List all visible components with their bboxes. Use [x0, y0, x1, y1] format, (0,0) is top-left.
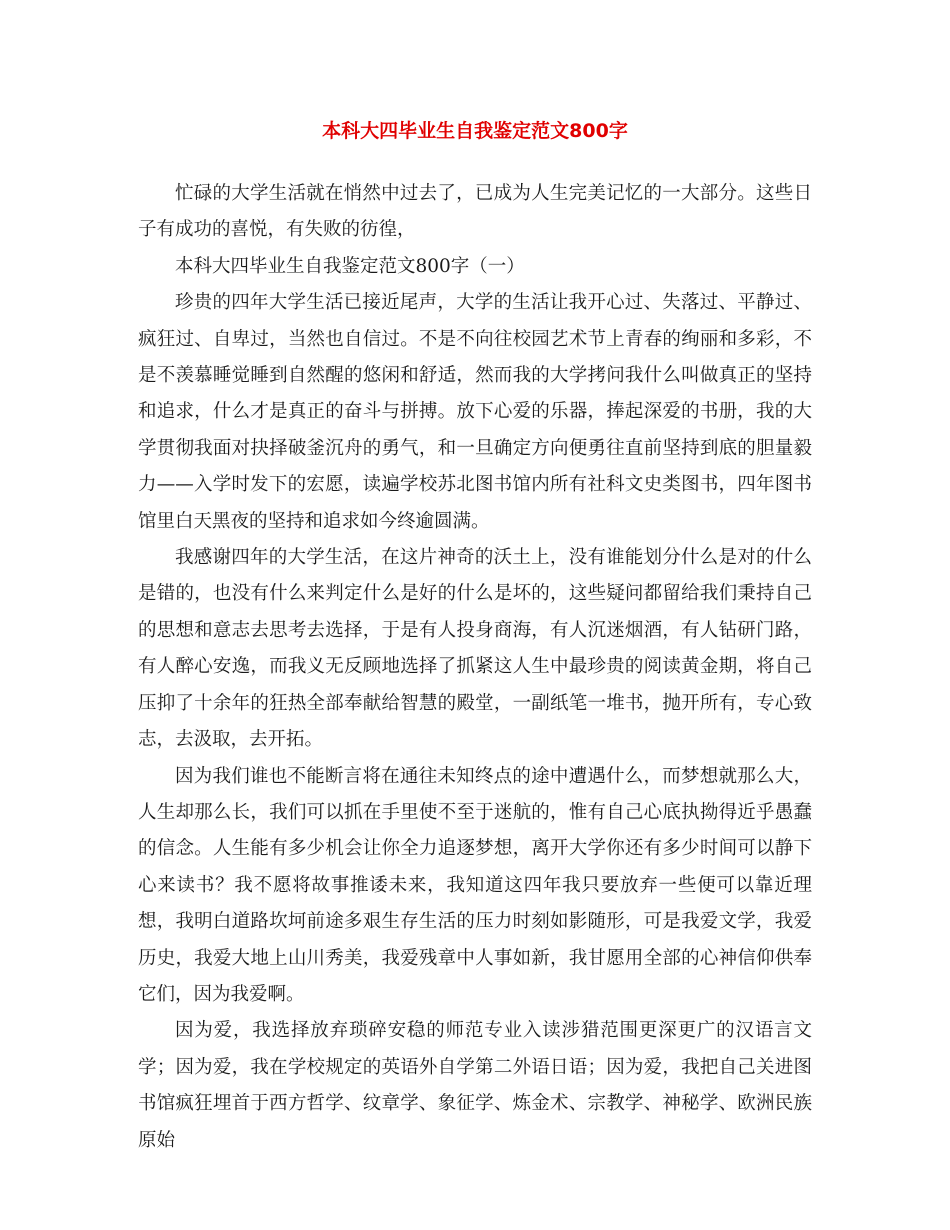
body-paragraph: 我感谢四年的大学生活，在这片神奇的沃土上，没有谁能划分什么是对的什么是错的，也没有什么来判定什么是好的什么是坏的，这些疑问都留给我们秉持自己的思想和意志去思考去选择，于是有人投身商海，有人沉迷烟酒，有人钻研门路，有人醉心安逸，而我义无反顾地选择了抓紧这人生中最珍贵的阅读黄金期，将自己压抑了十余年的狂热全部奉献给智慧的殿堂，一副纸笔一堆书，抛开所有，专心致志，去汲取，去开拓。 [138, 547, 812, 751]
body-paragraph: 因为我们谁也不能断言将在通往未知终点的途中遭遇什么，而梦想就那么大，人生却那么长，我们可以抓在手里使不至于迷航的，惟有自己心底执拗得近乎愚蠢的信念。人生能有多少机会让你全力追逐梦想，离开大学你还有多少时间可以静下心来读书？我不愿将故事推诿未来，我知道这四年我只要放弃一些便可以靠近理想，我明白道路坎坷前途多艰生存生活的压力时刻如影随形，可是我爱文学，我爱历史，我爱大地上山川秀美，我爱残章中人事如新，我甘愿用全部的心神信仰供奉它们，因为我爱啊。 [138, 765, 812, 1005]
intro-paragraph: 忙碌的大学生活就在悄然中过去了，已成为人生完美记忆的一大部分。这些日子有成功的喜悦，有失败的彷徨， [138, 183, 812, 241]
document-body [138, 176, 812, 1159]
body-paragraph: 因为爱，我选择放弃琐碎安稳的师范专业入读涉猎范围更深更广的汉语言文学；因为爱，我在学校规定的英语外自学第二外语日语；因为爱，我把自己关进图书馆疯狂埋首于西方哲学、纹章学、象征学、炼金术、宗教学、神秘学、欧洲民族原始 [138, 1020, 812, 1151]
document-title: 本科大四毕业生自我鉴定范文800字 [322, 120, 628, 142]
body-paragraph: 珍贵的四年大学生活已接近尾声，大学的生活让我开心过、失落过、平静过、疯狂过、自卑过，当然也自信过。不是不向往校园艺术节上青春的绚丽和多彩，不是不羡慕睡觉睡到自然醒的悠闲和舒适，然而我的大学拷问我什么叫做真正的坚持和追求，什么才是真正的奋斗与拼搏。放下心爱的乐器，捧起深爱的书册，我的大学贯彻我面对抉择破釜沉舟的勇气，和一旦确定方向便勇往直前坚持到底的胆量毅力——入学时发下的宏愿，读遍学校苏北图书馆内所有社科文史类图书，四年图书馆里白天黑夜的坚持和追求如今终逾圆满。 [138, 292, 812, 532]
section-heading: 本科大四毕业生自我鉴定范文800字（一） [175, 255, 525, 277]
